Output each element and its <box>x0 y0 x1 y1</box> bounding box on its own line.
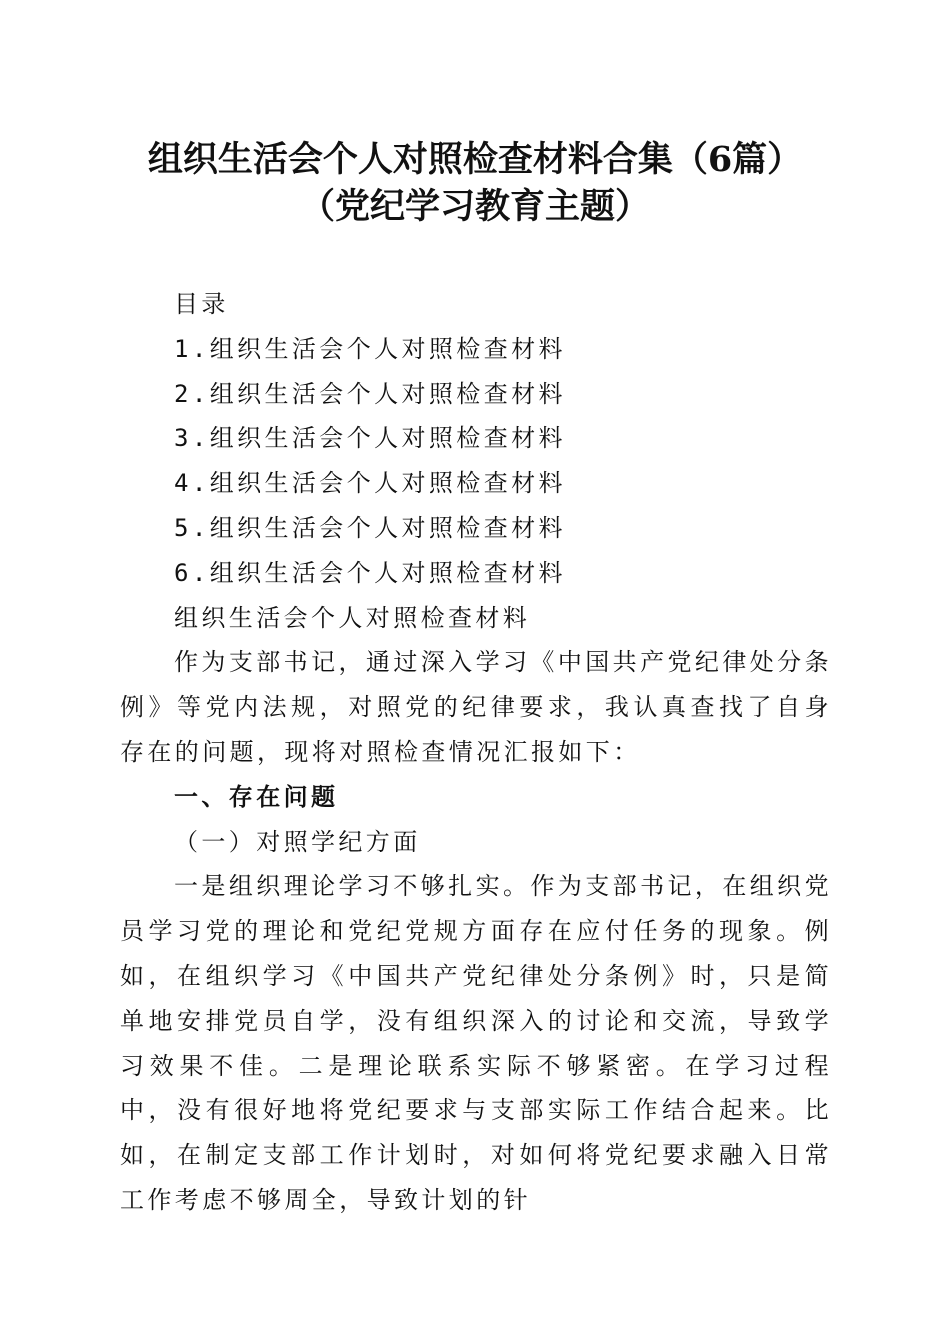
document-title-line-1: 组织生活会个人对照检查材料合集（6篇） <box>147 139 803 180</box>
toc-heading: 目录 <box>174 290 229 318</box>
toc-item-5: 5.组织生活会个人对照检查材料 <box>174 513 566 542</box>
toc-item-2: 2.组织生活会个人对照检查材料 <box>174 379 566 408</box>
toc-item-6: 6.组织生活会个人对照检查材料 <box>174 558 566 587</box>
article-intro: 作为支部书记，通过深入学习《中国共产党纪律处分条例》等党内法规，对照党的纪律要求，我认真查找了自身存在的问题，现将对照检查情况汇报如下： <box>120 648 832 766</box>
article-title: 组织生活会个人对照检查材料 <box>174 603 531 632</box>
document-title-line-2: （党纪学习教育主题） <box>299 186 650 227</box>
document-body <box>120 282 832 1223</box>
subsection-heading-discipline-study: （一）对照学纪方面 <box>174 827 421 856</box>
section-heading-problems: 一、存在问题 <box>174 782 339 811</box>
toc-item-1: 1.组织生活会个人对照检查材料 <box>174 334 566 363</box>
article-paragraph-1: 一是组织理论学习不够扎实。作为支部书记，在组织党员学习党的理论和党纪党规方面存在应付任务的现象。例如，在组织学习《中国共产党纪律处分条例》时，只是简单地安排党员自学，没有组织深入的讨论和交流，导致学习效果不佳。二是理论联系实际不够紧密。在学习过程中，没有很好地将党纪要求与支部实际工作结合起来。比如，在制定支部工作计划时，对如何将党纪要求融入日常工作考虑不够周全，导致计划的针 <box>120 872 832 1214</box>
toc-item-4: 4.组织生活会个人对照检查材料 <box>174 469 566 498</box>
toc-item-3: 3.组织生活会个人对照检查材料 <box>174 424 566 453</box>
